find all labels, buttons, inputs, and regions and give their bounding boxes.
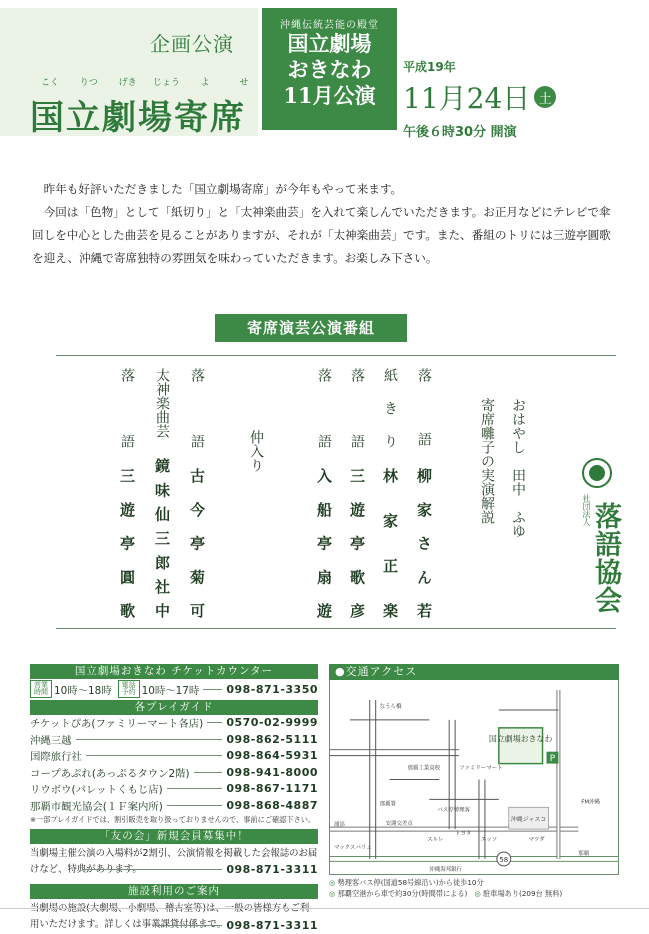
program-item — [313, 368, 335, 618]
program-performer: 鏡味仙三郎社中 — [153, 458, 171, 618]
title-ruby — [36, 75, 258, 88]
intermission: 仲入り — [248, 430, 264, 472]
access-notes — [329, 877, 619, 899]
map-label-police: 那覇署 — [379, 801, 397, 808]
ruby-char: りつ — [79, 78, 98, 88]
hours-label: 営業時間 — [30, 680, 52, 698]
ohayashi-note: 寄席囃子の実演解説 — [479, 398, 495, 524]
facility-title: 施設利用のご案内 — [30, 884, 318, 899]
start-time: 午後６時30分 開演 — [403, 125, 517, 140]
guide-note: ※一部プレイガイドでは、割引販売を取り扱っておりませんので、事前にご確認下さい。 — [30, 814, 316, 824]
intro-paragraph: 昨年も好評いただきました「国立劇場寄席」が今年もやって来ます。 — [43, 182, 403, 196]
guide-phone: 098-867-1171 — [226, 782, 318, 796]
map-label-skr: スルレ — [427, 837, 444, 844]
venue-tagline: 沖縄伝統芸能の殿堂 — [280, 20, 379, 31]
guide-name: 沖縄三越 — [30, 734, 72, 747]
venue-name-line1: 国立劇場 — [287, 31, 372, 56]
map-label-bridge: なうら橋 — [379, 703, 402, 710]
map-label-route: 58 — [499, 855, 509, 864]
map-label-bus: バス停勢理客 — [437, 807, 470, 814]
member-phone: 098-871-3311 — [226, 863, 318, 877]
ohayashi-credit: おはやし 田中 ふゆ — [510, 398, 526, 538]
program-performer: 三遊亭圓歌 — [118, 468, 136, 618]
intro-paragraph: 今回は「色物」として「紙切り」と「太神楽曲芸」を入れて楽しんでいただきます。お正月などにテレビで傘回しを中心とした曲芸を見ることがありますが、それが「太神楽曲芸」です。また、番組のトリには三遊亭圓歌を迎え、沖縄で寄席独特の雰囲気を味わっていただきます。お楽しみ下さい。 — [32, 205, 611, 265]
map-label-parking: P — [549, 754, 556, 765]
guide-name: コープあぷれ(あっぷるタウン2階) — [30, 767, 190, 780]
guide-phone: 098-941-8000 — [226, 765, 318, 779]
divider — [56, 355, 616, 356]
map-label-fm: FM沖縄 — [581, 799, 601, 806]
map-label-theater: 国立劇場おきなわ — [488, 734, 553, 744]
map-label-familymart: ファミリーマート — [459, 765, 503, 772]
business-hours: 10時〜18時 — [54, 684, 112, 697]
event-date-block — [403, 58, 556, 140]
member-text: 当劇場主催公演の入場料が2割引、公演情報を掲載した会報誌のお届けなど、特典があります。 — [30, 847, 318, 875]
guide-title: 各プレイガイド — [30, 700, 318, 715]
guide-row — [30, 748, 318, 765]
program-genre: 落語 — [316, 368, 332, 448]
ruby-char: じょう — [152, 78, 180, 88]
ruby-char: せ — [239, 78, 249, 88]
map-label-intersection: 安謝交差点 — [385, 821, 413, 828]
program-item — [151, 368, 173, 618]
counter-row — [30, 681, 318, 698]
guide-row — [30, 764, 318, 781]
program-genre: 落語 — [189, 368, 205, 448]
event-month: 11月公演 — [283, 83, 376, 108]
ruby-char: げき — [118, 78, 137, 88]
guide-row — [30, 715, 318, 732]
guide-phone: 098-864-5931 — [226, 749, 318, 763]
header — [0, 0, 649, 140]
access-note: ◎ 那覇空港から車で約30分(時間帯による) ◎ 駐車場あり(209台 無料) — [329, 889, 563, 898]
ticket-info — [30, 664, 318, 934]
guide-row — [30, 781, 318, 798]
map-label-naha: 那覇 — [578, 850, 590, 857]
facility-phone: 098-871-3311 — [226, 918, 318, 932]
program-genre: 太神楽曲芸 — [154, 368, 170, 438]
guide-name: リウボウ(パレットくもじ店) — [30, 784, 163, 797]
program-performer: 入船亭扇遊 — [315, 468, 333, 618]
program-genre: 落語 — [349, 368, 365, 448]
weekday-badge: 土 — [534, 86, 556, 108]
access-title: ●交通アクセス — [329, 664, 619, 680]
hours-label: 電話予約 — [118, 680, 140, 698]
program-item — [116, 368, 138, 618]
facility-text: 当劇場の施設(大劇場、小劇場、稽古室等)は、一般の皆様方もご利用いただけます。詳しくは事業課貸付係まで。 — [30, 903, 310, 930]
map-label-jasco: 沖縄ジャスコ — [510, 816, 547, 824]
org-type: 社団法人 — [582, 494, 591, 526]
program-genre: 落語 — [416, 368, 432, 448]
program-genre: 落語 — [119, 368, 135, 448]
ruby-char: よ — [200, 78, 210, 88]
map-label-esso: エッソ — [480, 837, 498, 844]
venue-box — [262, 8, 397, 130]
event-date: 11月24日 — [403, 82, 531, 115]
access-note: ◎ 勢理客バス停(国道58号線沿い)から徒歩10分 — [329, 878, 484, 887]
theater-marker — [499, 728, 543, 764]
program-performer: 三遊亭歌彦 — [348, 468, 366, 618]
divider — [56, 628, 616, 629]
ruby-char: こく — [40, 78, 59, 88]
map-label-bank: 沖縄海邦銀行 — [429, 866, 463, 873]
access-section — [329, 664, 619, 899]
phone-hours: 10時〜17時 — [141, 684, 200, 697]
access-map — [329, 680, 619, 875]
program-item — [413, 368, 435, 618]
event-year: 平成19年 — [403, 60, 456, 74]
program-performer: 林家正楽 — [381, 468, 399, 618]
guide-row — [30, 731, 318, 748]
guide-name: チケットぴあ(ファミリーマート各店) — [30, 718, 204, 731]
guide-name: 那覇市観光協会(１Ｆ案内所) — [30, 800, 163, 813]
org-name: 落語協会 — [590, 502, 621, 614]
map-label-urasoe: 浦添 — [333, 822, 345, 829]
counter-phone: 098-871-3350 — [226, 682, 318, 696]
rakugo-kyokai-emblem-icon — [582, 458, 612, 488]
program-item — [186, 368, 208, 618]
guide-name: 国際旅行社 — [30, 751, 82, 764]
venue-name-line2: おきなわ — [287, 57, 372, 82]
program-performer: 柳家さん若 — [415, 468, 433, 618]
map-label-mazda: マツダ — [528, 837, 545, 844]
guide-phone: 098-868-4887 — [226, 798, 318, 812]
program-item — [346, 368, 368, 618]
program-item — [379, 368, 401, 618]
subtitle: 企画公演 — [150, 32, 234, 56]
map-label-school: 那覇工業高校 — [407, 765, 441, 772]
page-title: 国立劇場寄席 — [30, 98, 246, 138]
guide-phone: 0570-02-9999 — [226, 716, 318, 730]
program-title: 寄席演芸公演番組 — [215, 314, 407, 342]
map-label-maxvalu: マックスバリュ — [333, 845, 372, 851]
map-label-toyota: トヨタ — [455, 831, 472, 838]
date-row — [403, 77, 556, 117]
member-title: 「友の会」新規会員募集中！ — [30, 829, 318, 844]
program-performer: 古今亭菊可 — [188, 468, 206, 618]
counter-title: 国立劇場おきなわ チケットカウンター — [30, 664, 318, 679]
program-genre: 紙きり — [382, 368, 398, 448]
intro-text — [32, 178, 622, 270]
guide-row — [30, 797, 318, 814]
divider — [0, 908, 649, 909]
guide-phone: 098-862-5111 — [226, 732, 318, 746]
